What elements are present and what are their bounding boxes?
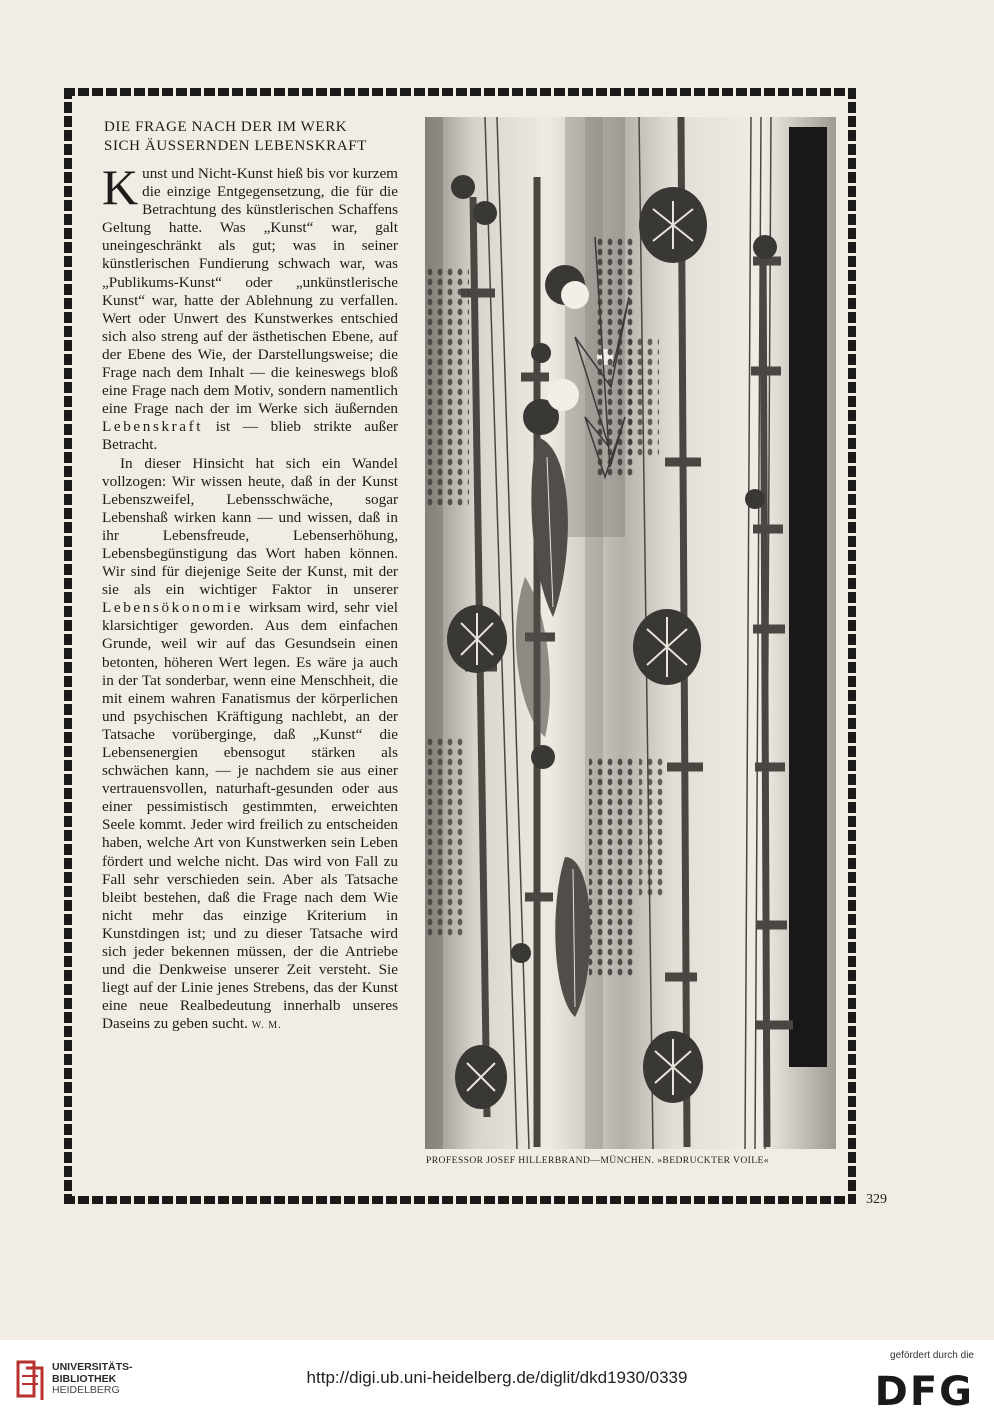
curtain-photograph <box>425 117 836 1149</box>
paragraph-2-emphasis: Lebensökonomie <box>102 599 243 617</box>
drop-cap: K <box>102 159 139 215</box>
article-heading <box>104 118 398 156</box>
library-line-1: UNIVERSITÄTS- <box>52 1361 133 1373</box>
author-initials: W. M. <box>251 1020 282 1032</box>
dfg-logo: DFG <box>874 1369 974 1415</box>
paragraph-1-emphasis: Lebenskraft <box>102 418 204 436</box>
paragraph-2-text-b: wirksam wird, sehr viel klarsichtiger geworden. Aus dem einfachen Grunde, weil wir auf das Gesundsein einen betonten, höheren Wert legen. Es wäre ja auch in der Tat sonderbar, wenn eine Menschheit, die mit einem wahren Fanatismus der körperlichen und psychischen Kräftigung nachlebt, an der Tatsache vorüberginge, daß „Kunst“ die Lebensenergien ebensogut stärken als schwächen kann, — je nachdem sie aus einer vertrauensvollen, naturhaft-gesunden oder aus einer pessimistisch gestimmten, erweichten Seele kommt. Jeder wird freilich zu entscheiden haben, welche Art von Kunstwerken sein Leben fördert und welche nicht. Das wird von Fall zu Fall sehr verschieden sein. Aber als Tatsache bleibt bestehen, daß die Frage nach dem Wie nicht mehr das einzige Kriterium in Kunstdingen ist; und zu dieser Tatsache wird sich jeder bekennen müssen, der die Antriebe und die Denkweise unserer Zeit versteht. Sie liegt auf der Linie jenes Strebens, das der Kunst eine neue Realbedeutung innerhalb unseres Daseins zu geben sucht. <box>102 599 399 1033</box>
right-border <box>848 88 856 1204</box>
page-number: 329 <box>866 1192 887 1207</box>
paragraph-1 <box>102 159 399 455</box>
article-column <box>102 118 398 1036</box>
bottom-border <box>64 1196 856 1204</box>
curtain-illustration <box>425 117 836 1149</box>
paragraph-1-text-a: unst und Nicht-Kunst hieß bis vor kurzem die einzige Entgegensetzung, die für die Betrachtung des künstlerischen Schaffens Geltung hatte. Was „Kunst“ war, galt uneingeschränkt als gut; was in seiner künstlerischen Fundierung schwach war, was „Publikums-Kunst“ oder „unkünstlerische Kunst“ war, hatte der Ablehnung zu verfallen. Wert oder Unwert des Kunstwerkes entschied sich also streng auf der ästhetischen Ebene, auf der Ebene des Wie, der Darstellungsweise; die Frage nach dem Inhalt — die keineswegs bloß eine Frage nach dem Motiv, sondern namentlich eine Frage nach der im Werke sich äußernden <box>102 165 398 418</box>
digitization-footer <box>0 1340 994 1422</box>
paragraph-2-text-a: In dieser Hinsicht hat sich ein Wandel vollzogen: Wir wissen heute, daß in der Kunst Lebenszweifel, Lebensschwäche, sogar Lebenshaß wirken kann — und wissen, daß in ihr Lebensfreude, Lebenserhöhung, Lebensbegünstigung das Wort haben können. Wir sind für diejenige Seite der Kunst, mit der sie als ein wichtiger Faktor in unserer <box>102 454 398 599</box>
heading-line-1: DIE FRAGE NACH DER IM WERK <box>104 119 348 135</box>
photo-caption: PROFESSOR JOSEF HILLERBRAND—MÜNCHEN. »BEDRUCKTER VOILE« <box>426 1155 769 1166</box>
paragraph-2 <box>102 455 398 1036</box>
left-border <box>64 88 72 1204</box>
dark-curtain-band <box>789 127 827 1067</box>
library-line-2: BIBLIOTHEK <box>52 1372 117 1385</box>
permalink-url[interactable]: http://digi.ub.uni-heidelberg.de/diglit/dkd1930/0339 <box>306 1368 688 1387</box>
heading-line-2: SICH ÄUSSERNDEN LEBENSKRAFT <box>104 138 367 154</box>
library-line-3: HEIDELBERG <box>52 1384 120 1396</box>
paragraph-1-text-b: ist — blieb strikte außer Betracht. <box>102 418 399 454</box>
funded-by-label: gefördert durch die <box>890 1350 974 1361</box>
top-border <box>64 88 856 96</box>
